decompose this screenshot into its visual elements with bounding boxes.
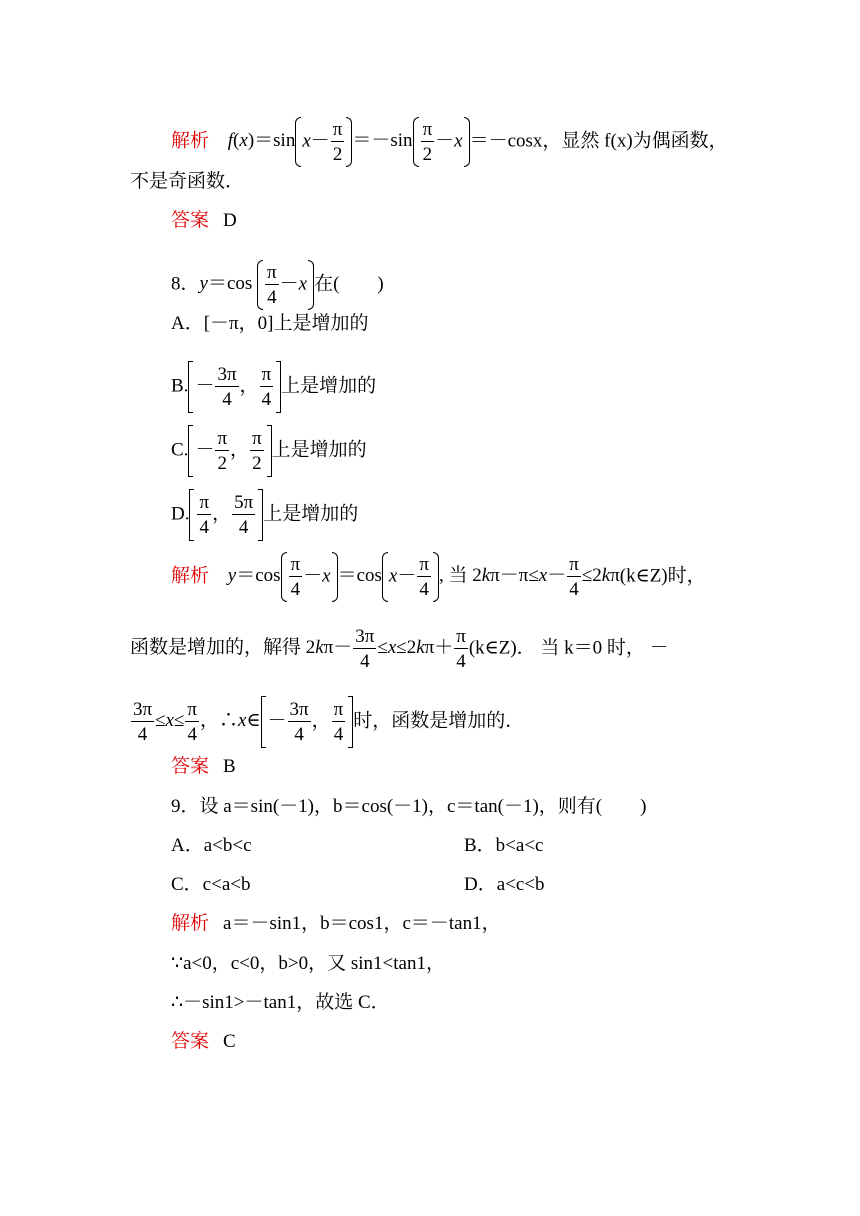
q8-option-b: B. － $\frac{3\pi}{4}$ ， $\frac{\pi}{4}$ 上是增加的 bbox=[171, 361, 376, 413]
q7-solution-line bbox=[171, 117, 728, 167]
q8-solution-line2-tail: (k∈Z)． 当 k＝0 时， － bbox=[468, 637, 669, 659]
q8-option-c: C. － $\frac{\pi}{2}$ ， $\frac{\pi}{2}$ 上是增加的 bbox=[171, 425, 367, 477]
q8-stem bbox=[171, 260, 384, 310]
q8-option-b-text: 上是增加的 bbox=[281, 375, 377, 397]
q8-option-d: D. $\frac{\pi}{4}$ ， $\frac{5\pi}{4}$ 上是增加的 bbox=[171, 489, 358, 541]
q8-solution-line2 bbox=[130, 627, 669, 671]
q8-option-a: A．[－π，0]上是增加的 bbox=[171, 313, 369, 334]
q8-solution-line3-formula: $\frac{3\pi}{4}$ ≤x≤ $\frac{\pi}{4}$ ，∴x∈ － $\frac{3\pi}{4}$ ， $\frac{\pi}{4}$ bbox=[130, 710, 353, 731]
q9-solution-line3: ∴－sin1>－tan1，故选 C． bbox=[171, 992, 390, 1013]
q9-answer-line bbox=[171, 1030, 236, 1054]
q9-option-d: D．a<c<b bbox=[464, 874, 545, 895]
q8-option-c-text: 上是增加的 bbox=[271, 439, 367, 461]
q9-option-b: B．b<a<c bbox=[464, 835, 544, 856]
solution-label: 解析 bbox=[171, 565, 210, 587]
q7-answer: D bbox=[223, 210, 237, 231]
solution-label: 解析 bbox=[171, 130, 210, 152]
q8-option-d-text: 上是增加的 bbox=[263, 503, 359, 525]
q8-solution-line3 bbox=[130, 696, 524, 748]
solution-label: 解析 bbox=[171, 913, 210, 934]
q8-solution-line1 bbox=[171, 552, 706, 602]
q8-solution-line3-tail: 时，函数是增加的． bbox=[353, 710, 525, 732]
answer-label: 答案 bbox=[171, 210, 210, 231]
q8-solution-formula: y＝cos $\frac{\pi}{4}$ －x ＝cos x－ $\frac{\pi}{4}$ , 当 2kπ－π≤x－ $\frac{\pi}{4}$ ≤2kπ bbox=[227, 554, 620, 600]
q9-stem: 9．设 a＝sin(－1)，b＝cos(－1)，c＝tan(－1)，则有( ) bbox=[171, 796, 647, 817]
q8-answer-line bbox=[171, 755, 236, 779]
q9-answer: C bbox=[223, 1031, 236, 1052]
q7-answer-line bbox=[171, 209, 237, 233]
q9-option-c: C．c<a<b bbox=[171, 874, 251, 895]
q7-solution-text: ＝－cosx，显然 f(x)为偶函数， bbox=[469, 130, 728, 152]
answer-label: 答案 bbox=[171, 1031, 210, 1052]
q8-formula: y＝cos $\frac{\pi}{4}$ －x bbox=[200, 273, 315, 294]
q8-stem-suffix: 在( ) bbox=[314, 273, 384, 295]
q8-number: 8． bbox=[171, 273, 200, 295]
q8-solution-line2-formula: 函数是增加的，解得 2kπ－ $\frac{3\pi}{4}$ ≤x≤2kπ＋ $\frac{\pi}{4}$ bbox=[130, 626, 466, 672]
answer-label: 答案 bbox=[171, 756, 210, 777]
q9-solution-text1: a＝－sin1，b＝cos1，c＝－tan1， bbox=[223, 913, 501, 934]
q8-answer: B bbox=[223, 756, 236, 777]
q9-solution-line2: ∵a<0，c<0，b>0，又 sin1<tan1， bbox=[171, 953, 445, 974]
q9-option-a: A．a<b<c bbox=[171, 835, 252, 856]
q7-formula: f(x)＝sin x－ $\frac{\pi}{2}$ ＝－sin $\frac{\pi}{2}$ －x bbox=[228, 130, 470, 151]
q7-solution-line2: 不是奇函数． bbox=[130, 171, 245, 192]
q9-solution-line1 bbox=[171, 912, 501, 936]
q8-solution-tail: (k∈Z)时， bbox=[619, 565, 706, 587]
